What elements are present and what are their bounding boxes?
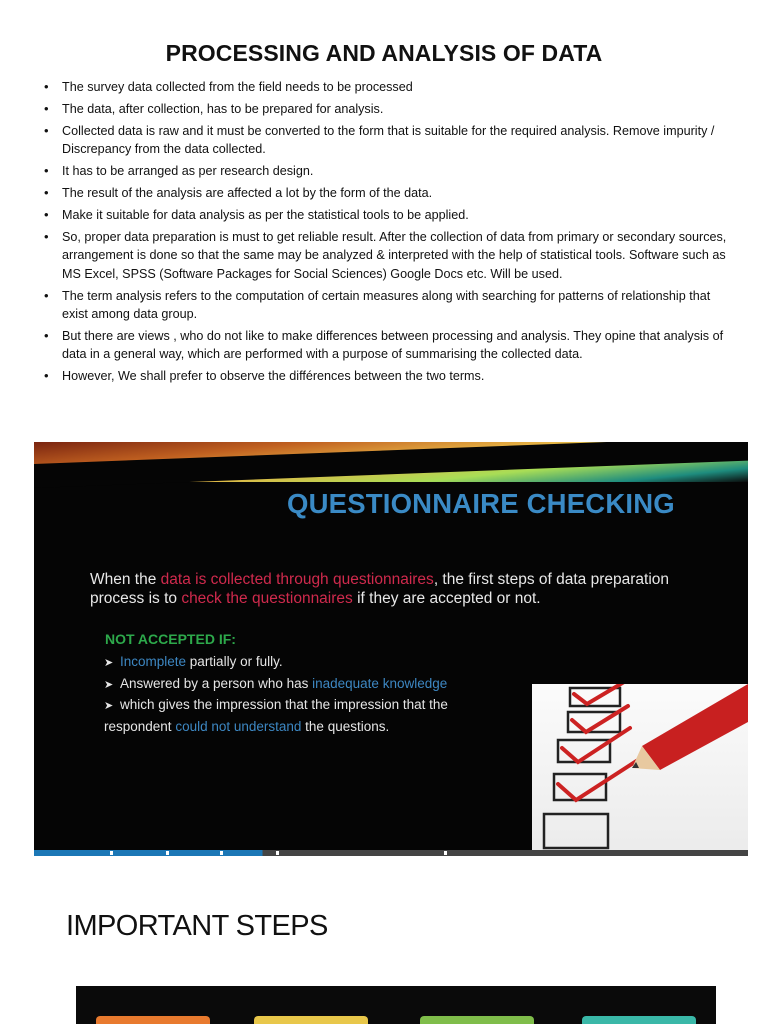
item-text: which gives the impression that the impression that the [120,697,448,712]
step-box [254,1016,368,1024]
checklist-illustration [532,684,748,856]
arrow-bullet-icon: ➤ [104,700,114,712]
intro-text: if they are accepted or not. [352,590,541,607]
not-accepted-item [104,674,544,696]
footer-marker [220,851,223,855]
intro-text: , the first steps of data preparation process is to [90,571,670,607]
slide-intro-text [90,570,710,608]
not-accepted-item [104,717,544,738]
slide-title: QUESTIONNAIRE CHECKING [287,488,675,519]
not-accepted-item [104,695,544,717]
footer-marker [444,851,447,855]
item-text: the questions. [301,718,390,734]
bullet-item: • However, We shall prefer to observe the différences between the two terms. [44,367,734,385]
questionnaire-slide-image [34,442,748,856]
arrow-bullet-icon: ➤ [104,657,114,669]
bullet-item: • Make it suitable for data analysis as per the statistical tools to be applied. [44,206,734,224]
item-text: respondent [104,718,176,734]
bullet-item: • But there are views , who do not like to make differences between processing and analysis. They opine that analysis of data in a general way, which are performed with a purpose of summarising the collected data. [44,327,734,363]
bullet-item: • It has to be arranged as per research design. [44,162,734,180]
not-accepted-item [104,652,544,674]
steps-diagram-image [76,986,716,1024]
item-text: Answered by a person who has [120,675,313,691]
footer-marker [276,851,279,855]
footer-marker [166,851,169,855]
bullet-list [44,78,734,389]
section-heading: IMPORTANT STEPS [66,910,328,942]
item-highlight: could not understand [175,718,302,734]
intro-highlight: data is collected through questionnaires [160,571,434,588]
intro-text: When the [90,571,161,588]
pencil-icon [632,684,748,770]
checkbox-icon [544,814,608,848]
slide-footer-bar [34,850,748,856]
bullet-item: • The survey data collected from the field needs to be processed [44,78,734,96]
not-accepted-list [104,652,544,737]
arrow-bullet-icon: ➤ [104,678,114,691]
checklist-pencil-icon [532,684,748,856]
item-highlight: Incomplete [120,654,187,669]
step-box [582,1016,696,1024]
bullet-item: • So, proper data preparation is must to get reliable result. After the collection of data from primary or secondary sources, arrangement is done so that the same may be analyzed & interpreted with the help of statistical tools. Software such as MS Excel, SPSS (Software Packages for Social Sciences) Google Docs etc. Will be used. [44,228,734,283]
intro-highlight: check the questionnaires [181,590,353,607]
item-highlight: inadequate knowledge [312,675,448,691]
checkmark-icon [558,760,638,800]
footer-marker [110,851,113,855]
bullet-item: • The data, after collection, has to be prepared for analysis. [44,100,734,118]
page-title: PROCESSING AND ANALYSIS OF DATA [165,40,603,66]
step-box [420,1016,534,1024]
bullet-item: • The result of the analysis are affected a lot by the form of the data. [44,184,734,202]
not-accepted-heading: NOT ACCEPTED IF: [105,631,236,647]
bullet-item: • The term analysis refers to the computation of certain measures along with searching for patterns of relationship that exist among data group. [44,287,734,323]
step-box [96,1016,210,1024]
item-text: partially or fully. [186,654,283,669]
bullet-item: • Collected data is raw and it must be converted to the form that is suitable for the required analysis. Remove impurity / Discrepancy from the data collected. [44,122,734,158]
